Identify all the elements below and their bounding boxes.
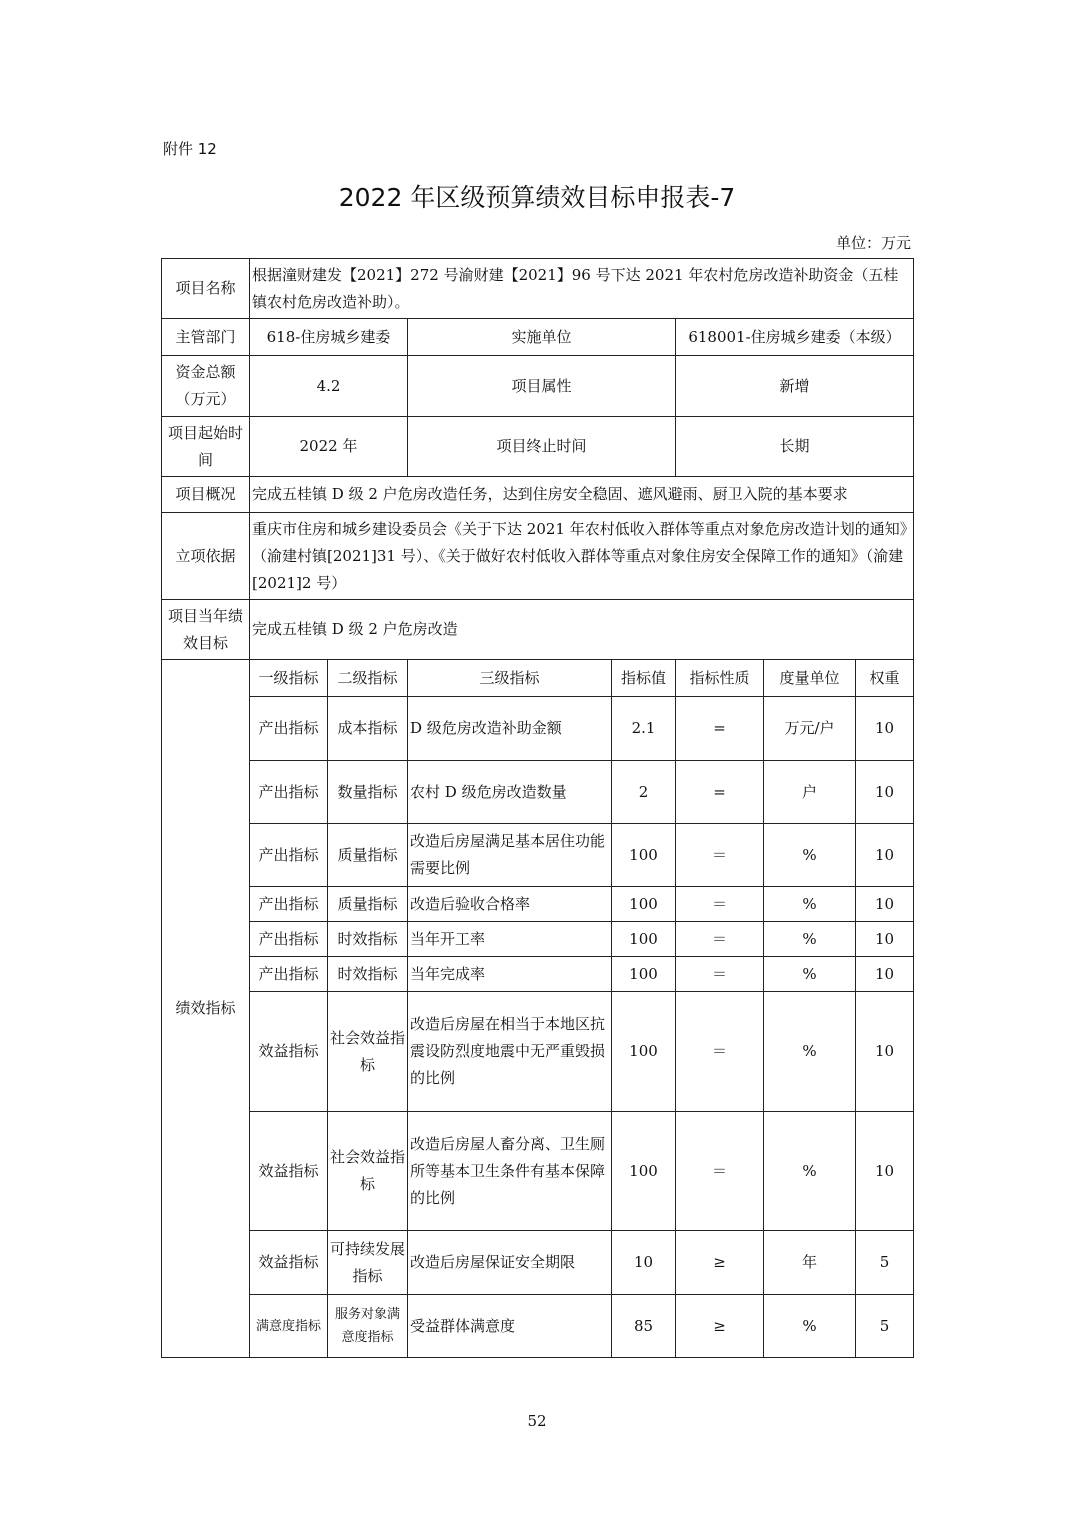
unit-cell: % — [764, 957, 856, 992]
page-title: 2022 年区级预算绩效目标申报表-7 — [338, 183, 736, 212]
unit-cell: % — [764, 922, 856, 957]
value-cell: 100 — [612, 922, 676, 957]
level1-cell: 产出指标 — [250, 887, 328, 922]
table-row — [162, 992, 914, 1112]
unit-label: 单位：万元 — [835, 234, 911, 252]
level2-cell: 服务对象满意度指标 — [328, 1295, 408, 1358]
start-time-value: 2022 年 — [250, 417, 408, 477]
level3-cell: 当年开工率 — [408, 922, 612, 957]
value-cell: 100 — [612, 1112, 676, 1231]
level3-cell: D 级危房改造补助金额 — [408, 697, 612, 761]
weight-cell: 5 — [856, 1295, 914, 1358]
value-cell: 100 — [612, 887, 676, 922]
unit-cell: 年 — [764, 1231, 856, 1295]
table-row — [162, 824, 914, 887]
nature-cell: ＝ — [676, 1112, 764, 1231]
unit-cell: 户 — [764, 761, 856, 824]
header-cell: 一级指标 — [250, 660, 328, 697]
unit-cell: 万元/户 — [764, 697, 856, 761]
header-cell: 度量单位 — [764, 660, 856, 697]
level2-cell: 社会效益指标 — [328, 992, 408, 1112]
table-row — [162, 887, 914, 922]
header-cell: 指标值 — [612, 660, 676, 697]
weight-cell: 5 — [856, 1231, 914, 1295]
level2-cell: 可持续发展指标 — [328, 1231, 408, 1295]
page-number: 52 — [527, 1412, 547, 1430]
unit-cell: % — [764, 1295, 856, 1358]
table-row — [162, 697, 914, 761]
start-time-label: 项目起始时间 — [162, 417, 250, 477]
header-cell: 三级指标 — [408, 660, 612, 697]
unit-cell: % — [764, 887, 856, 922]
basis-label: 立项依据 — [162, 513, 250, 600]
level2-cell: 数量指标 — [328, 761, 408, 824]
attachment-label: 附件 12 — [163, 140, 217, 158]
level2-cell: 时效指标 — [328, 922, 408, 957]
nature-cell: ＝ — [676, 887, 764, 922]
impl-unit-label: 实施单位 — [408, 319, 676, 356]
header-cell: 二级指标 — [328, 660, 408, 697]
level1-cell: 满意度指标 — [250, 1295, 328, 1358]
funds-label: 资金总额（万元） — [162, 356, 250, 417]
level1-cell: 产出指标 — [250, 697, 328, 761]
level2-cell: 时效指标 — [328, 957, 408, 992]
level3-cell: 改造后房屋人畜分离、卫生厕所等基本卫生条件有基本保障的比例 — [408, 1112, 612, 1231]
level2-cell: 社会效益指标 — [328, 1112, 408, 1231]
nature-cell: ＝ — [676, 824, 764, 887]
level3-cell: 改造后房屋在相当于本地区抗震设防烈度地震中无严重毁损的比例 — [408, 992, 612, 1112]
table-row — [162, 1231, 914, 1295]
nature-cell: ＝ — [676, 922, 764, 957]
value-cell: 2.1 — [612, 697, 676, 761]
table-row — [162, 1295, 914, 1358]
level3-cell: 改造后验收合格率 — [408, 887, 612, 922]
level1-cell: 效益指标 — [250, 1231, 328, 1295]
dept-label: 主管部门 — [162, 319, 250, 356]
weight-cell: 10 — [856, 1112, 914, 1231]
overview-label: 项目概况 — [162, 477, 250, 513]
level3-cell: 受益群体满意度 — [408, 1295, 612, 1358]
header-cell: 指标性质 — [676, 660, 764, 697]
value-cell: 100 — [612, 957, 676, 992]
level1-cell: 效益指标 — [250, 1112, 328, 1231]
dept-value: 618-住房城乡建委 — [250, 319, 408, 356]
table-row — [162, 761, 914, 824]
annual-goal-value: 完成五桂镇 D 级 2 户危房改造 — [250, 600, 914, 660]
weight-cell: 10 — [856, 697, 914, 761]
value-cell: 10 — [612, 1231, 676, 1295]
project-name-value: 根据潼财建发【2021】272 号渝财建【2021】96 号下达 2021 年农村危房改造补助资金（五桂镇农村危房改造补助）。 — [250, 259, 914, 319]
table-row — [162, 957, 914, 992]
end-time-value: 长期 — [676, 417, 914, 477]
table-row — [162, 922, 914, 957]
level3-cell: 改造后房屋保证安全期限 — [408, 1231, 612, 1295]
project-attr-value: 新增 — [676, 356, 914, 417]
weight-cell: 10 — [856, 824, 914, 887]
budget-performance-table — [161, 258, 914, 1358]
header-cell: 权重 — [856, 660, 914, 697]
value-cell: 85 — [612, 1295, 676, 1358]
weight-cell: 10 — [856, 887, 914, 922]
nature-cell: ＝ — [676, 957, 764, 992]
level2-cell: 质量指标 — [328, 887, 408, 922]
weight-cell: 10 — [856, 992, 914, 1112]
weight-cell: 10 — [856, 957, 914, 992]
unit-cell: % — [764, 1112, 856, 1231]
project-name-label: 项目名称 — [162, 259, 250, 319]
level3-cell: 当年完成率 — [408, 957, 612, 992]
nature-cell: = — [676, 761, 764, 824]
weight-cell: 10 — [856, 761, 914, 824]
unit-cell: % — [764, 992, 856, 1112]
level3-cell: 农村 D 级危房改造数量 — [408, 761, 612, 824]
level3-cell: 改造后房屋满足基本居住功能需要比例 — [408, 824, 612, 887]
level1-cell: 产出指标 — [250, 761, 328, 824]
annual-goal-label: 项目当年绩效目标 — [162, 600, 250, 660]
nature-cell: ≥ — [676, 1295, 764, 1358]
level1-cell: 产出指标 — [250, 957, 328, 992]
nature-cell: = — [676, 697, 764, 761]
funds-value: 4.2 — [250, 356, 408, 417]
unit-cell: % — [764, 824, 856, 887]
basis-value: 重庆市住房和城乡建设委员会《关于下达 2021 年农村低收入群体等重点对象危房改造计划的通知》（渝建村镇[2021]31 号）、《关于做好农村低收入群体等重点对象住房安全保障工作的通知》（渝建[2021]2 号） — [250, 513, 914, 600]
value-cell: 100 — [612, 824, 676, 887]
value-cell: 100 — [612, 992, 676, 1112]
nature-cell: ＝ — [676, 992, 764, 1112]
weight-cell: 10 — [856, 922, 914, 957]
table-row — [162, 1112, 914, 1231]
end-time-label: 项目终止时间 — [408, 417, 676, 477]
level2-cell: 质量指标 — [328, 824, 408, 887]
overview-value: 完成五桂镇 D 级 2 户危房改造任务，达到住房安全稳固、遮风避雨、厨卫入院的基本要求 — [250, 477, 914, 513]
value-cell: 2 — [612, 761, 676, 824]
level1-cell: 产出指标 — [250, 922, 328, 957]
project-attr-label: 项目属性 — [408, 356, 676, 417]
level2-cell: 成本指标 — [328, 697, 408, 761]
level1-cell: 效益指标 — [250, 992, 328, 1112]
level1-cell: 产出指标 — [250, 824, 328, 887]
indicators-section-label: 绩效指标 — [162, 660, 250, 1358]
nature-cell: ≥ — [676, 1231, 764, 1295]
impl-unit-value: 618001-住房城乡建委（本级） — [676, 319, 914, 356]
